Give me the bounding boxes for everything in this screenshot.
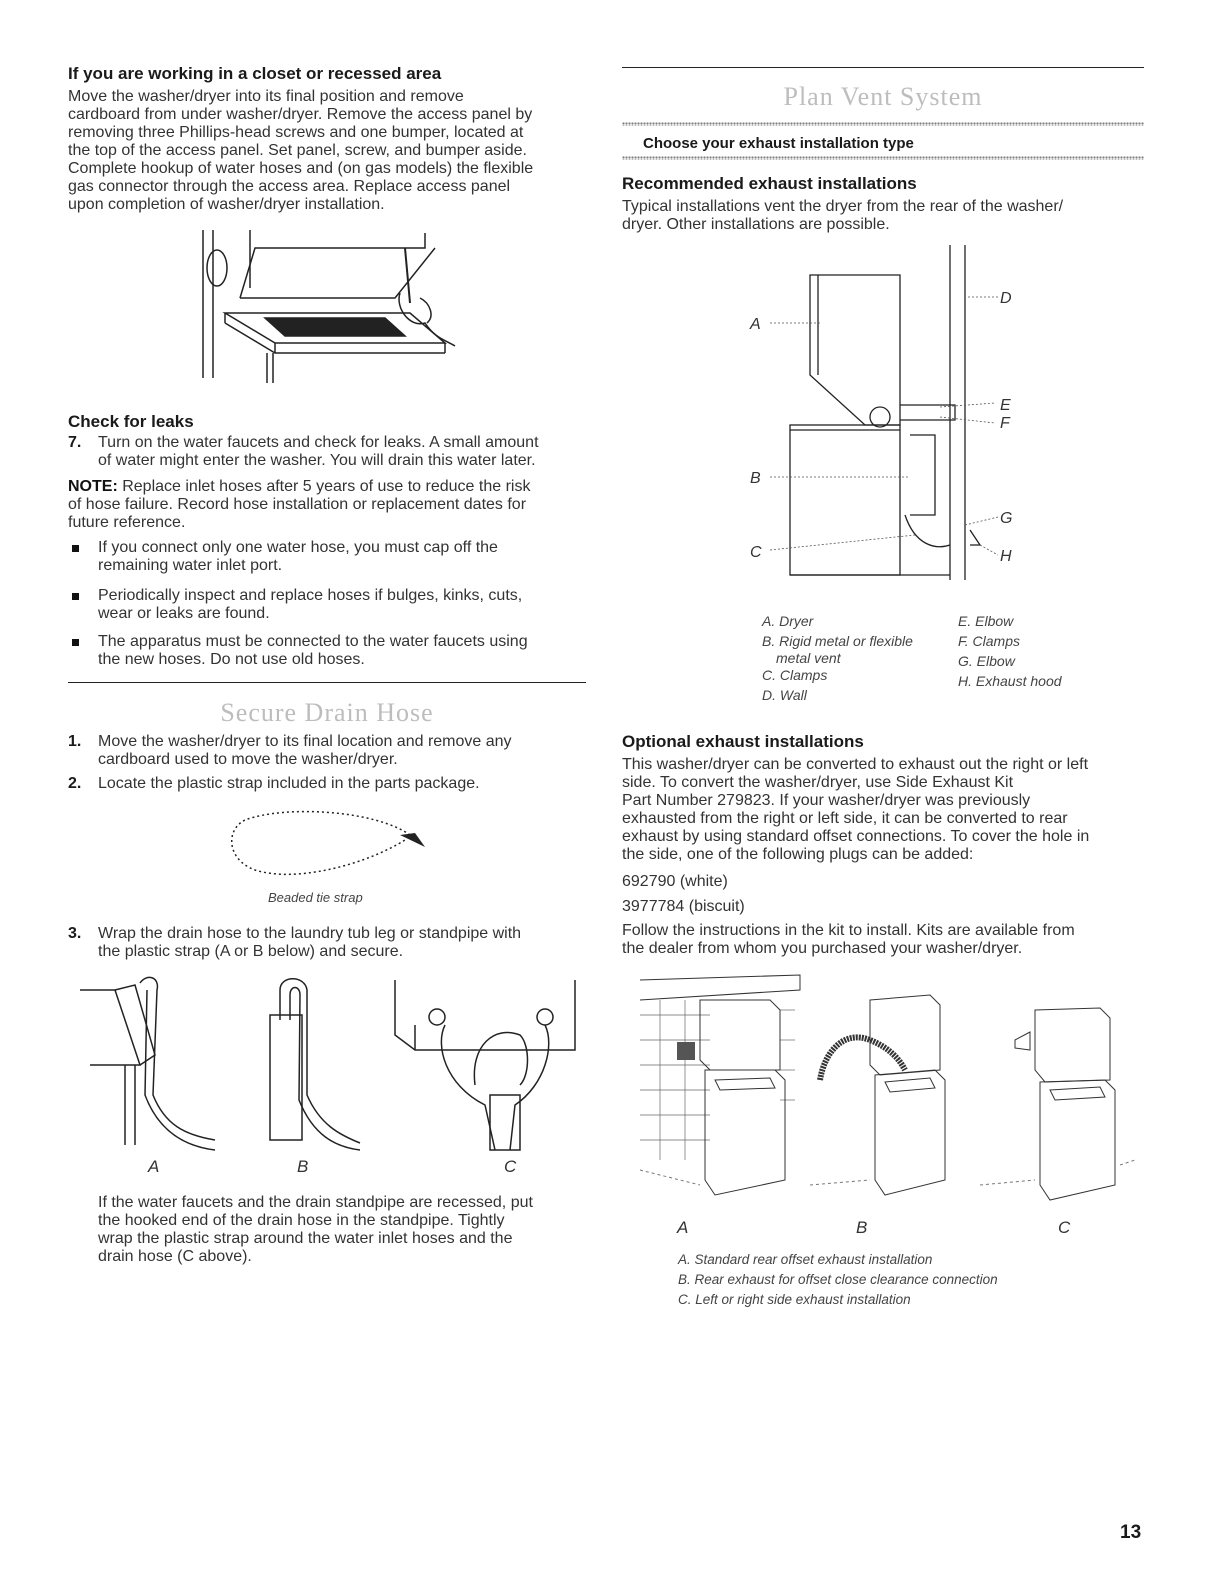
bullet-item: If you connect only one water hose, you must cap off the remaining water inlet port. [68,539,588,579]
closet-paragraph: Move the washer/dryer into its final position and remove cardboard from under washer/dryer. Remove the access panel by removing three Phillips-head screws and one bumper, located at the top of the access panel. Set panel, screw, and bumper aside. Complete hookup of water hoses and (on gas models) the flexible gas connector through the access area. Replace access panel upon completion of washer/dryer installation. [68,88,534,213]
plan-vent-system-title: Plan Vent System [783,82,983,111]
diagram-label-a: A [750,316,761,333]
optional-paragraph: This washer/dryer can be converted to exhaust out the right or left side. To convert the washer/dryer, use Side Exhaust Kit Part Number 279823. If your washer/dryer was previously exhausted from the right or left side, it can be converted to rear exhaust by using standard offset connections. To cover the hole in the side, one of the following plugs can be added: [622,756,1090,863]
bullet-item: Periodically inspect and replace hoses if bulges, kinks, cuts, wear or leaks are found. [68,587,588,627]
secure-drain-hose-title: Secure Drain Hose [220,698,434,727]
section-divider [622,67,1144,68]
step-2: 2. Locate the plastic strap included in the parts package. [68,775,480,792]
page-number: 13 [1120,1522,1142,1543]
diagram-label-g: G [1000,510,1013,527]
recommended-paragraph: Typical installations vent the dryer from the rear of the washer/ dryer. Other installations are possible. [622,198,1064,233]
strap-caption: Beaded tie strap [268,890,363,905]
dotted-rule [622,122,1144,126]
bullet-item: The apparatus must be connected to the water faucets using the new hoses. Do not use old hoses. [68,633,588,673]
recommended-heading: Recommended exhaust installations [622,174,917,193]
optional-heading: Optional exhaust installations [622,732,864,751]
dotted-rule [622,156,1144,160]
diagram-label-f: F [1000,415,1010,432]
access-panel-illustration [195,228,465,388]
diagram-label-h: H [1000,548,1012,565]
recessed-paragraph: If the water faucets and the drain standpipe are recessed, put the hooked end of the drain hose in the standpipe. Tightly wrap the plastic strap around the water inlet hoses and the drain hose (C above). [98,1194,533,1265]
opt-fig-label-a: A [677,1218,689,1237]
fig-label-a: A [148,1157,160,1176]
legend-left: A. Dryer B. Rigid metal or flexible metal vent C. Clamps D. Wall [762,613,913,703]
plug-white: 692790 (white) [622,873,728,890]
note-paragraph: NOTE: Replace inlet hoses after 5 years of use to reduce the risk of hose failure. Record hose installation or replacement dates for future reference. [68,478,531,531]
follow-paragraph: Follow the instructions in the kit to install. Kits are available from the dealer from whom you purchased your washer/dryer. [622,922,1075,957]
legend-right: E. Elbow F. Clamps G. Elbow H. Exhaust hood [958,613,1062,689]
beaded-tie-strap-illustration [225,805,435,885]
plug-biscuit: 3977784 (biscuit) [622,898,745,915]
optional-captions: A. Standard rear offset exhaust installation B. Rear exhaust for offset close clearance connection C. Left or right side exhaust installation [678,1252,998,1307]
optional-exhaust-figures [630,970,1140,1210]
diagram-label-c: C [750,544,762,561]
drain-hose-figures [75,975,590,1155]
opt-fig-label-c: C [1058,1218,1071,1237]
closet-heading: If you are working in a closet or recessed area [68,64,442,83]
diagram-label-e: E [1000,397,1011,414]
step-7: 7. Turn on the water faucets and check for leaks. A small amount of water might enter the washer. You will drain this water later. [68,434,539,469]
vent-system-diagram [740,245,1040,585]
diagram-label-b: B [750,470,761,487]
choose-exhaust-subheading: Choose your exhaust installation type [643,135,914,152]
step-3: 3. Wrap the drain hose to the laundry tub leg or standpipe with the plastic strap (A or B below) and secure. [68,925,522,960]
fig-label-c: C [504,1157,517,1176]
fig-label-b: B [297,1157,309,1176]
section-divider [68,682,586,683]
step-1: 1. Move the washer/dryer to its final location and remove any cardboard used to move the washer/dryer. [68,733,512,768]
opt-fig-label-b: B [856,1218,868,1237]
leaks-heading: Check for leaks [68,412,194,431]
diagram-label-d: D [1000,290,1012,307]
